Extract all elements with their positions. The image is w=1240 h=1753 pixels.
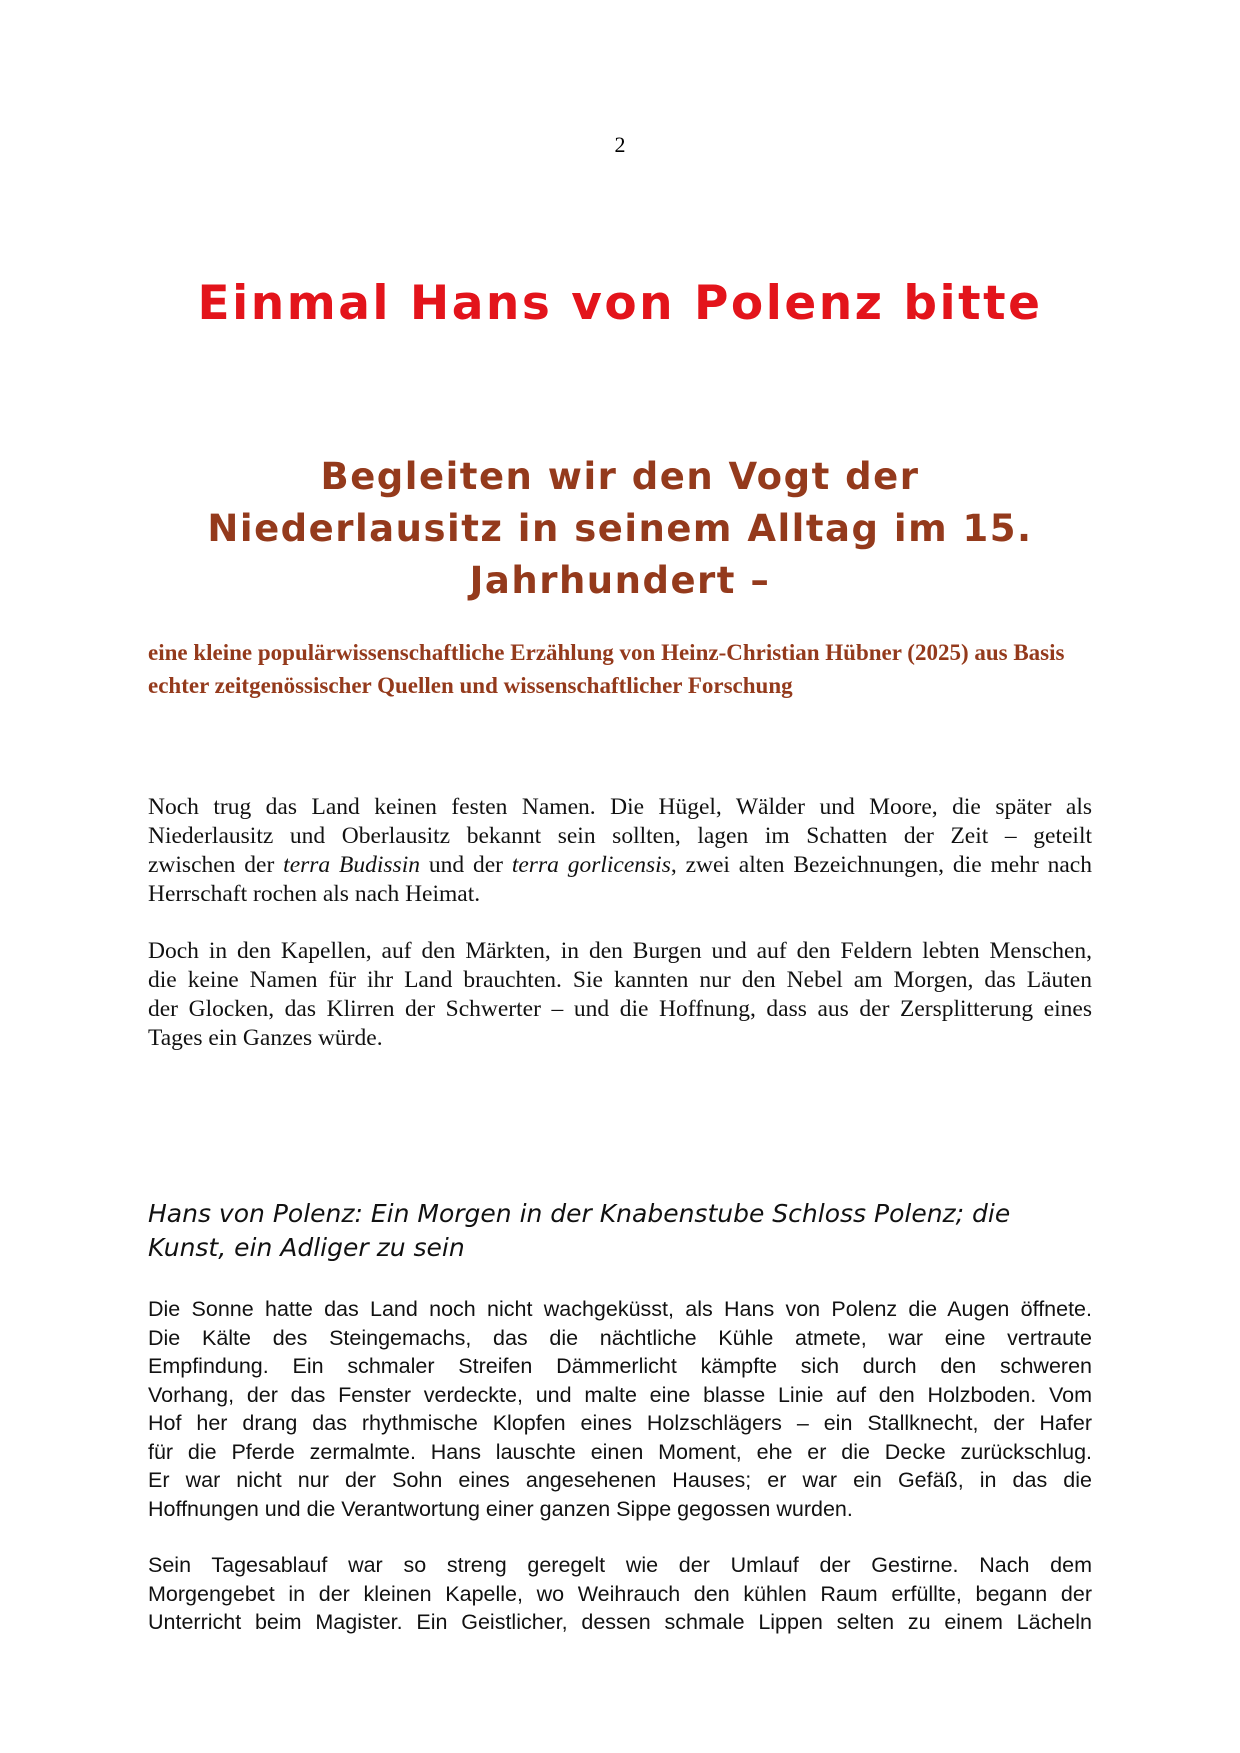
section-paragraph bbox=[148, 1295, 1092, 1523]
paragraph-line: Hof her drang das rhythmische Klopfen eines Holzschlägers – ein Stallknecht, der Hafer bbox=[148, 1411, 1092, 1435]
paragraph-line: Herrschaft rochen als nach Heimat. bbox=[148, 881, 481, 907]
paragraph-line: Noch trug das Land keinen festen Namen. Die Hügel, Wälder und Moore, die später als bbox=[148, 794, 1092, 820]
byline: eine kleine populärwissenschaftliche Erzählung von Heinz-Christian Hübner (2025) aus Basis echter zeitgenössischer Quellen und wissenschaftlicher Forschung bbox=[148, 640, 1065, 698]
paragraph-line: für die Pferde zermalmte. Hans lauschte einen Moment, ehe er die Decke zurückschlug. bbox=[148, 1439, 1092, 1464]
subtitle bbox=[148, 451, 1092, 607]
section-paragraph bbox=[148, 1551, 1092, 1637]
text-run: , zwei alten Bezeichnungen, die mehr nach bbox=[670, 852, 1092, 878]
paragraph-line: der Glocken, das Klirren der Schwerter – und die Hoffnung, dass aus der Zersplitterung eines bbox=[148, 996, 1092, 1022]
paragraph-line: Hoffnungen und die Verantwortung einer ganzen Sippe gegossen wurden. bbox=[148, 1496, 853, 1521]
subtitle-line: Niederlausitz in seinem Alltag im 15. bbox=[207, 507, 1033, 550]
paragraph-line: Vorhang, der das Fenster verdeckte, und malte eine blasse Linie auf den Holzboden. Vom bbox=[148, 1382, 1092, 1407]
paragraph-line: Empfindung. Ein schmaler Streifen Dämmerlicht kämpfte sich durch den schweren bbox=[148, 1354, 1092, 1378]
subtitle-line: Jahrhundert – bbox=[469, 559, 771, 602]
paragraph-line: Doch in den Kapellen, auf den Märkten, in den Burgen und auf den Feldern lebten Menschen, bbox=[148, 938, 1092, 964]
paragraph-line: Die Sonne hatte das Land noch nicht wachgeküsst, als Hans von Polenz die Augen öffnete. bbox=[148, 1297, 1092, 1321]
paragraph-line: Morgengebet in der kleinen Kapelle, wo Weihrauch den kühlen Raum erfüllte, begann der bbox=[148, 1581, 1092, 1606]
section-heading: Hans von Polenz: Ein Morgen in der Knabenstube Schloss Polenz; die Kunst, ein Adliger zu sein bbox=[148, 1199, 1011, 1262]
latin-term: terra gorlicensis bbox=[511, 852, 671, 878]
paragraph-line bbox=[148, 851, 1092, 880]
text-run: zwischen der bbox=[148, 852, 284, 878]
latin-term: terra Budissin bbox=[283, 852, 420, 878]
paragraph-line: Niederlausitz und Oberlausitz bekannt sein sollten, lagen im Schatten der Zeit – geteilt bbox=[148, 823, 1092, 849]
page-title: Einmal Hans von Polenz bitte bbox=[197, 276, 1043, 331]
paragraph-line: die keine Namen für ihr Land brauchten. Sie kannten nur den Nebel am Morgen, das Läuten bbox=[148, 967, 1092, 993]
paragraph-line: Sein Tagesablauf war so streng geregelt wie der Umlauf der Gestirne. Nach dem bbox=[148, 1553, 1092, 1577]
paragraph-line: Tages ein Ganzes würde. bbox=[148, 1025, 383, 1051]
page-number: 2 bbox=[614, 132, 626, 157]
paragraph-line: Die Kälte des Steingemachs, das die nächtliche Kühle atmete, war eine vertraute bbox=[148, 1325, 1092, 1350]
paragraph-line: Er war nicht nur der Sohn eines angesehenen Hauses; er war ein Gefäß, in das die bbox=[148, 1468, 1092, 1492]
paragraph-line: Unterricht beim Magister. Ein Geistlicher, dessen schmale Lippen selten zu einem Lächeln bbox=[148, 1610, 1092, 1634]
intro-paragraph bbox=[148, 937, 1092, 1053]
subtitle-line: Begleiten wir den Vogt der bbox=[320, 455, 920, 498]
text-run: und der bbox=[420, 852, 512, 878]
intro-paragraph bbox=[148, 793, 1092, 909]
